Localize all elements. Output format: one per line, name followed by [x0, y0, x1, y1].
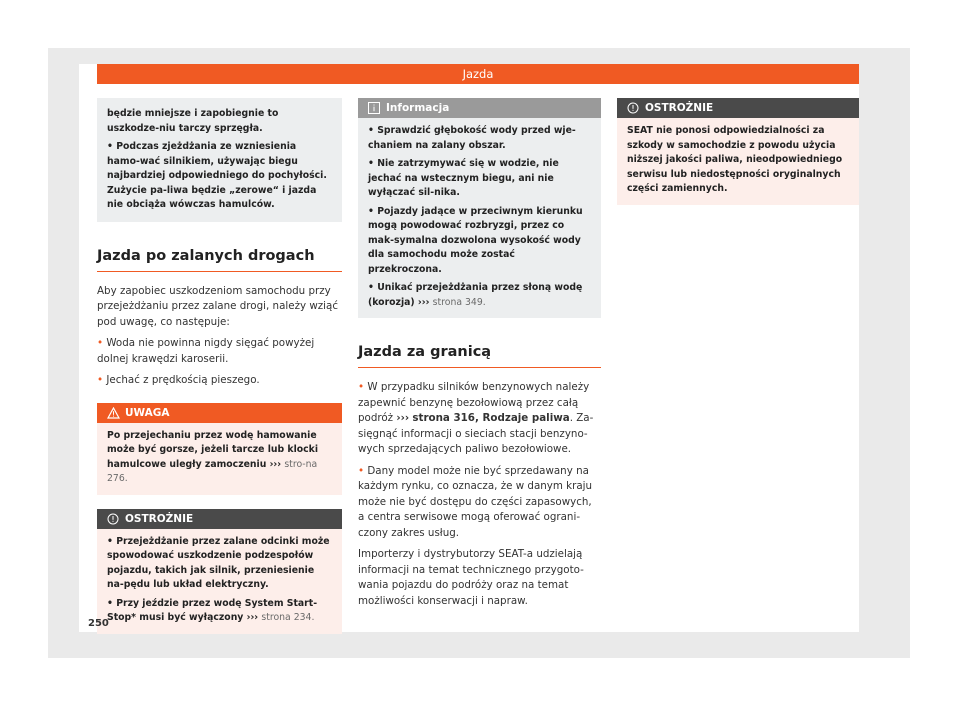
page-link[interactable]: stro-na 276.	[107, 458, 318, 484]
continued-bullet: • Podczas zjeżdżania ze wzniesienia hamo-wać silnikiem, używając biegu najbardziej odpowiedniego do pochyłości. Zużycie pa-liwa będzie „zerowe“ i jazda nie obciąża wówczas hamulców.	[107, 141, 327, 210]
info-header: Informacja	[358, 98, 601, 118]
caution-text: SEAT nie ponosi odpowiedzialności za szkody w samochodzie z powodu użycia niższej jakości paliwa, nieodpowiedniego serwisu lub niedostępności oryginalnych części zamiennych.	[617, 118, 859, 205]
info-icon	[368, 102, 380, 114]
continued-paragraph: będzie mniejsze i zapobiegnie to uszkodze-niu tarczy sprzęgła.	[107, 108, 279, 134]
continued-tips-box	[97, 98, 342, 222]
info-item: • Pojazdy jadące w przeciwnym kierunku mogą powodować rozbryzgi, przez co mak-symalna dozwolona wysokość wody dla samochodu może zostać przekroczona.	[368, 205, 583, 275]
caution-header: OSTROŻNIE	[617, 98, 859, 118]
caution-text	[97, 529, 342, 634]
caution-box	[97, 509, 342, 634]
page-number: 250	[88, 618, 109, 629]
column-left	[97, 98, 342, 634]
info-item: • Sprawdzić głębokość wody przed wje-chaniem na zalany obszar.	[368, 125, 576, 151]
exclamation-circle-icon	[627, 102, 639, 114]
column-right	[617, 98, 859, 205]
abroad-bullet-2: • Dany model może nie być sprzedawany na każdym rynku, co oznacza, że w danym kraju może nie być dostępu do części zapasowych, a centra serwisowe mogą oferować ograni-czony zakres usług.	[358, 464, 593, 539]
bullet-dot: •	[358, 464, 365, 477]
flooded-roads-intro: Aby zapobiec uszkodzeniom samochodu przy przejeżdżaniu przez zalane drogi, należy wziąć pod uwagę, co następuje:	[97, 284, 339, 328]
chapter-header: Jazda	[97, 64, 859, 84]
warning-header: UWAGA	[97, 403, 342, 423]
section-title-abroad: Jazda za granicą	[358, 344, 601, 368]
warning-triangle-icon	[107, 407, 119, 419]
warning-text: Po przejechaniu przez wodę hamowanie może być gorsze, jeżeli tarcze lub klocki hamulcowe uległy zamoczeniu ››› stro-na 276.	[97, 423, 342, 495]
abroad-bullet-1: • W przypadku silników benzynowych należy zapewnić benzynę bezołowiową przez całą podróż ››› strona 316, Rodzaje paliwa. Za-sięgnąć informacji o sieciach stacji benzyno-wych sprzedających paliwo bezołowiowe.	[358, 381, 594, 455]
caution-header: OSTROŻNIE	[97, 509, 342, 529]
bullet-dot: •	[358, 381, 365, 393]
info-item: • Unikać przejeżdżania przez słoną wodę (korozja) ››› strona 349.	[368, 282, 583, 308]
flooded-roads-bullet-2: • Jechać z prędkością pieszego.	[97, 374, 260, 386]
caution-item: • Przy jeździe przez wodę System Start-Stop* musi być wyłączony ››› strona 234.	[107, 597, 318, 623]
caution-item: • Przejeżdżanie przez zalane odcinki może spowodować uszkodzenie podzespołów pojazdu, takich jak silnik, przeniesienie na-pędu lub układ elektryczny.	[107, 535, 330, 590]
info-box	[358, 98, 601, 318]
page-link[interactable]: strona 234.	[261, 612, 315, 623]
flooded-roads-bullet-1: • Woda nie powinna nigdy sięgać powyżej dolnej krawędzi karoserii.	[97, 337, 315, 365]
info-text	[358, 118, 601, 318]
bullet-dot: •	[97, 374, 104, 386]
info-item: • Nie zatrzymywać się w wodzie, nie jechać na wstecznym biegu, ani nie wyłączać sil-nika.	[368, 158, 559, 198]
bullet-dot: •	[97, 337, 104, 349]
caution-box-fuel	[617, 98, 859, 205]
column-middle	[358, 98, 601, 609]
page-link[interactable]: strona 349.	[432, 296, 486, 308]
section-title-flooded-roads: Jazda po zalanych drogach	[97, 248, 342, 272]
abroad-paragraph: Importerzy i dystrybutorzy SEAT-a udzielają informacji na temat technicznego przygoto-wania pojazdu do podróży oraz na temat możliwości konserwacji i napraw.	[358, 548, 584, 607]
exclamation-circle-icon	[107, 513, 119, 525]
warning-box	[97, 403, 342, 495]
page-reference[interactable]: strona 316, Rodzaje paliwa	[412, 412, 570, 424]
